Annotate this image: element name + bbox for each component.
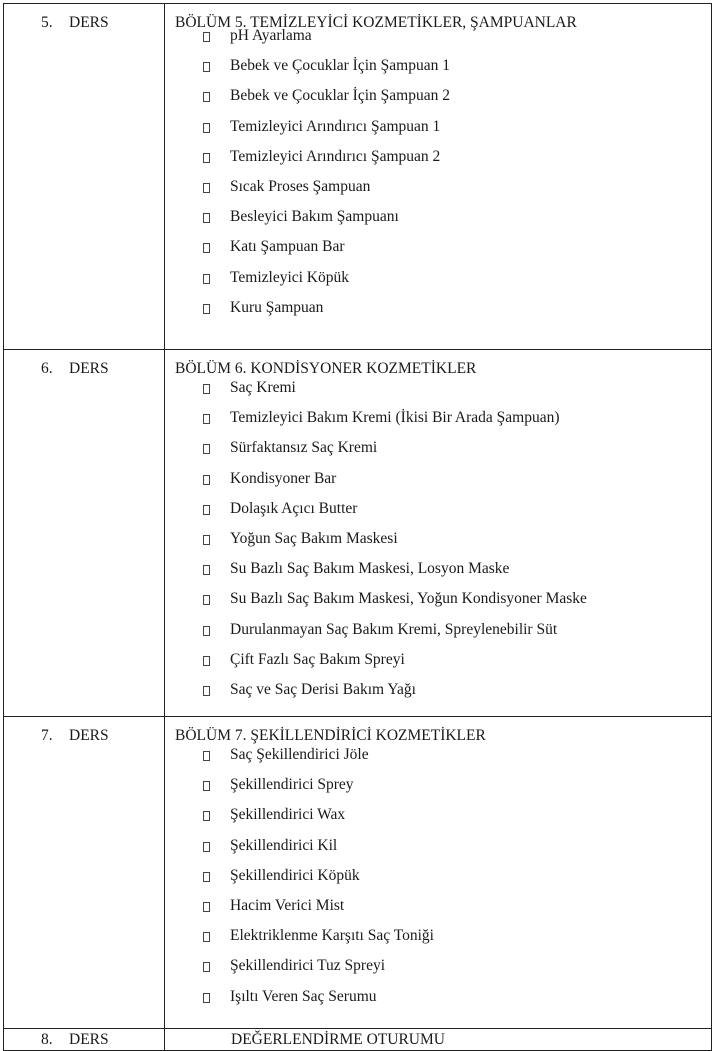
bullet-box-icon (203, 993, 210, 1003)
lesson-label: DERS (69, 1031, 109, 1048)
topic-text: Sürfaktansız Saç Kremi (230, 439, 378, 457)
content-cell (165, 717, 712, 1029)
lesson-cell (4, 4, 165, 350)
bullet-box-icon (203, 811, 210, 821)
topic-text: Durulanmayan Saç Bakım Kremi, Spreylenebilir Süt (230, 620, 558, 638)
topic-text: Temizleyici Bakım Kremi (İkisi Bir Arada Şampuan) (230, 409, 560, 427)
bullet-box-icon (203, 751, 210, 761)
bullet-box-icon (203, 32, 210, 42)
topic-text: Temizleyici Köpük (230, 268, 350, 286)
bullet-box-icon (203, 565, 210, 575)
topic-item (175, 117, 711, 147)
topic-item (175, 896, 711, 926)
lesson-row (4, 1029, 712, 1051)
bullet-box-icon (203, 872, 210, 882)
bullet-box-icon (203, 304, 210, 314)
topic-item (175, 298, 711, 328)
bullet-box-icon (203, 962, 210, 972)
topic-text: pH Ayarlama (230, 27, 312, 44)
topic-list (175, 745, 711, 1017)
topic-text: Hacim Verici Mist (230, 896, 345, 914)
topic-item (175, 26, 711, 56)
lesson-cell (4, 717, 165, 1029)
topic-item (175, 559, 711, 589)
bullet-box-icon (203, 781, 210, 791)
topic-text: Şekillendirici Wax (230, 806, 346, 824)
bullet-box-icon (203, 932, 210, 942)
topic-text: Temizleyici Arındırıcı Şampuan 2 (230, 147, 441, 165)
bullet-box-icon (203, 384, 210, 394)
bullet-box-icon (203, 123, 210, 133)
topic-item (175, 589, 711, 619)
section-title: BÖLÜM 5. TEMİZLEYİCİ KOZMETİKLER, ŞAMPUANLAR (175, 14, 577, 31)
topic-text: Katı Şampuan Bar (230, 238, 345, 256)
bullet-box-icon (203, 153, 210, 163)
bullet-box-icon (203, 595, 210, 605)
lesson-number: 6. (41, 360, 53, 377)
bullet-box-icon (203, 626, 210, 636)
lesson-cell (4, 350, 165, 717)
topic-text: Bebek ve Çocuklar İçin Şampuan 2 (230, 87, 450, 105)
content-cell (165, 350, 712, 717)
topic-item (175, 499, 711, 529)
lesson-row (4, 4, 712, 350)
bullet-box-icon (203, 183, 210, 193)
topic-text: Kondisyoner Bar (230, 469, 337, 487)
topic-text: Çift Fazlı Saç Bakım Spreyi (230, 650, 405, 668)
bullet-box-icon (203, 62, 210, 72)
topic-text: Saç ve Saç Derisi Bakım Yağı (230, 680, 416, 698)
topic-list (175, 26, 711, 328)
topic-list (175, 378, 711, 710)
topic-item (175, 378, 711, 408)
topic-text: Su Bazlı Saç Bakım Maskesi, Losyon Maske (230, 560, 510, 578)
topic-item (175, 408, 711, 438)
bullet-box-icon (203, 505, 210, 515)
topic-text: Elektriklenme Karşıtı Saç Toniği (230, 927, 434, 945)
topic-text: Temizleyici Arındırıcı Şampuan 1 (230, 117, 441, 135)
syllabus-table (3, 3, 712, 1051)
topic-text: Su Bazlı Saç Bakım Maskesi, Yoğun Kondisyoner Maske (230, 590, 587, 608)
topic-text: Sıcak Proses Şampuan (230, 177, 371, 195)
bullet-box-icon (203, 475, 210, 485)
topic-item (175, 86, 711, 116)
section-title: BÖLÜM 6. KONDİSYONER KOZMETİKLER (175, 360, 477, 377)
topic-item (175, 177, 711, 207)
lesson-row (4, 717, 712, 1029)
lesson-label: DERS (69, 360, 109, 377)
topic-item (175, 147, 711, 177)
topic-text: Saç Kremi (230, 379, 296, 396)
topic-item (175, 268, 711, 298)
content-cell (165, 1029, 712, 1051)
lesson-label: DERS (69, 14, 109, 31)
topic-text: Kuru Şampuan (230, 298, 324, 316)
lesson-number: 5. (41, 14, 53, 31)
topic-text: Dolaşık Açıcı Butter (230, 499, 358, 517)
topic-item (175, 438, 711, 468)
bullet-box-icon (203, 444, 210, 454)
lesson-number: 8. (41, 1031, 53, 1048)
lesson-row (4, 350, 712, 717)
topic-item (175, 836, 711, 866)
topic-item (175, 956, 711, 986)
topic-item (175, 620, 711, 650)
topic-item (175, 469, 711, 499)
topic-item (175, 745, 711, 775)
topic-text: Yoğun Saç Bakım Maskesi (230, 529, 398, 547)
topic-text: Besleyici Bakım Şampuanı (230, 208, 399, 226)
topic-text: Şekillendirici Sprey (230, 776, 354, 794)
content-cell (165, 4, 712, 350)
topic-item (175, 775, 711, 805)
bullet-box-icon (203, 656, 210, 666)
topic-text: Saç Şekillendirici Jöle (230, 746, 369, 763)
topic-item (175, 207, 711, 237)
topic-item (175, 56, 711, 86)
lesson-cell (4, 1029, 165, 1051)
topic-text: Işıltı Veren Saç Serumu (230, 987, 377, 1005)
topic-text: Şekillendirici Köpük (230, 866, 360, 884)
bullet-box-icon (203, 686, 210, 696)
topic-text: Bebek ve Çocuklar İçin Şampuan 1 (230, 57, 450, 75)
lesson-label: DERS (69, 727, 109, 744)
bullet-box-icon (203, 213, 210, 223)
topic-item (175, 529, 711, 559)
topic-item (175, 926, 711, 956)
section-title: BÖLÜM 7. ŞEKİLLENDİRİCİ KOZMETİKLER (175, 727, 486, 744)
topic-item (175, 987, 711, 1017)
bullet-box-icon (203, 535, 210, 545)
bullet-box-icon (203, 414, 210, 424)
bullet-box-icon (203, 243, 210, 253)
bullet-box-icon (203, 92, 210, 102)
topic-item (175, 866, 711, 896)
topic-item (175, 680, 711, 710)
topic-item (175, 805, 711, 835)
bullet-box-icon (203, 274, 210, 284)
section-title: DEĞERLENDİRME OTURUMU (231, 1031, 445, 1048)
topic-item (175, 237, 711, 267)
topic-text: Şekillendirici Kil (230, 836, 338, 854)
topic-item (175, 650, 711, 680)
bullet-box-icon (203, 902, 210, 912)
bullet-box-icon (203, 842, 210, 852)
lesson-number: 7. (41, 727, 53, 744)
topic-text: Şekillendirici Tuz Spreyi (230, 957, 385, 975)
